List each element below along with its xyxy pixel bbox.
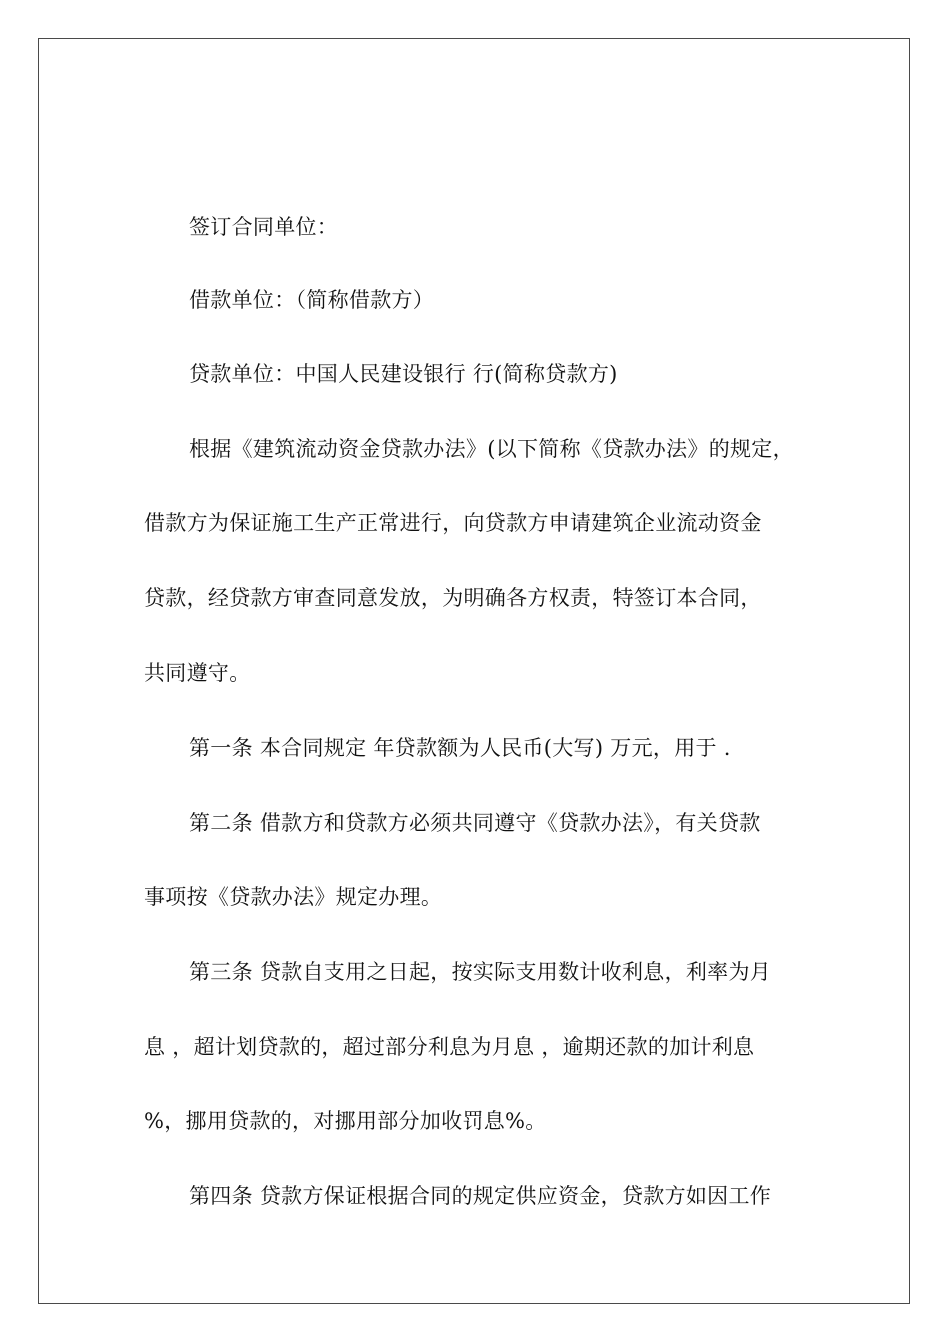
article-2-line-1: 第二条 借款方和贷款方必须共同遵守《贷款办法》，有关贷款 bbox=[189, 811, 761, 835]
article-3-line-3: %，挪用贷款的，对挪用部分加收罚息%。 bbox=[144, 1109, 547, 1133]
article-3-line-1: 第三条 贷款自支用之日起，按实际支用数计收利息，利率为月 bbox=[189, 960, 772, 984]
article-2-line-2: 事项按《贷款办法》规定办理。 bbox=[144, 885, 443, 909]
article-1-line-1: 第一条 本合同规定 年贷款额为人民币(大写) 万元，用于 . bbox=[189, 736, 731, 760]
preamble-line-2: 借款方为保证施工生产正常进行，向贷款方申请建筑企业流动资金 bbox=[144, 511, 762, 535]
article-4-line-1: 第四条 贷款方保证根据合同的规定供应资金，贷款方如因工作 bbox=[189, 1184, 772, 1208]
borrower-line: 借款单位：（简称借款方） bbox=[189, 288, 435, 312]
preamble-line-1: 根据《建筑流动资金贷款办法》(以下简称《贷款办法》的规定， bbox=[189, 437, 794, 461]
contract-parties-heading: 签订合同单位： bbox=[189, 215, 339, 239]
lender-line: 贷款单位：中国人民建设银行 行(简称贷款方) bbox=[189, 362, 618, 386]
preamble-line-4: 共同遵守。 bbox=[144, 661, 251, 685]
preamble-line-3: 贷款，经贷款方审查同意发放，为明确各方权责，特签订本合同， bbox=[144, 586, 762, 610]
article-3-line-2: 息 ，超计划贷款的，超过部分利息为月息 ，逾期还款的加计利息 bbox=[144, 1035, 755, 1059]
